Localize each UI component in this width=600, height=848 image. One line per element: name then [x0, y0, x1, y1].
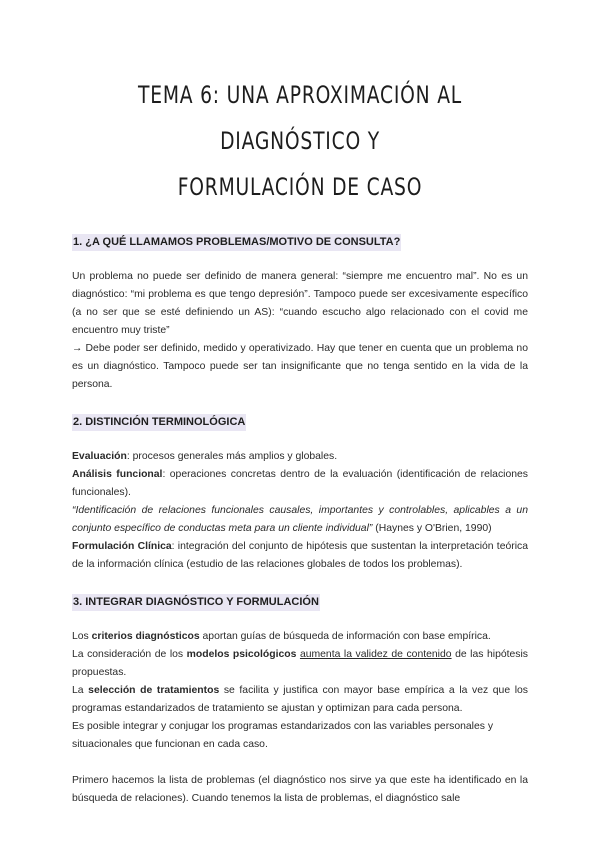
text-span: La consideración de los: [72, 649, 187, 660]
page-title: [122, 0, 478, 210]
quote-text: “Identificación de relaciones funcionales causales, importantes y controlables, aplicables a un conjunto específico de conductas meta para un cliente individual”: [72, 505, 528, 534]
term-evaluacion: Evaluación: [72, 451, 127, 462]
text-span: de las hipótesis propuestas.: [72, 649, 528, 678]
def-evaluacion: : procesos generales más amplios y globales.: [126, 451, 338, 462]
section-3-line-3: [72, 682, 528, 718]
quote-source: (Haynes y O'Brien, 1990): [372, 523, 492, 534]
title-line-1: TEMA 6: UNA APROXIMACIÓN AL DIAGNÓSTICO Y: [138, 81, 462, 155]
text-span: aportan guías de búsqueda de información con base empírica.: [199, 631, 491, 642]
section-3-line-1: [72, 628, 528, 646]
section-1: [72, 232, 528, 251]
term-analisis-funcional: Análisis funcional: [72, 469, 163, 480]
section-3-final-paragraph: Primero hacemos la lista de problemas (el diagnóstico nos sirve ya que este ha identificado en la búsqueda de relaciones). Cuando tenemos la lista de problemas, el diagnóstico sale: [72, 775, 528, 804]
definition-formulacion-clinica: [72, 538, 528, 574]
section-3-line-4: Es posible integrar y conjugar los programas estandarizados con las variables personales y situacionales que funcionan en cada caso.: [72, 721, 494, 750]
section-1-paragraph-2: → Debe poder ser definido, medido y operativizado. Hay que tener en cuenta que un problema no es un diagnóstico. Tampoco puede ser tan insignificante que no tenga sentido en la vida de la persona.: [72, 343, 528, 390]
text-span: Los: [72, 631, 92, 642]
section-1-heading: 1. ¿A QUÉ LLAMAMOS PROBLEMAS/MOTIVO DE CONSULTA?: [72, 234, 401, 251]
section-1-paragraph-1: Un problema no puede ser definido de manera general: “siempre me encuentro mal”. No es un diagnóstico: “mi problema es que tengo depresión”. Tampoco puede ser excesivamente específico (a no ser que se esté definiendo un AS): “cuando escucho algo relacionado con el covid me encuentro muy triste”: [72, 271, 528, 336]
bold-criterios: criterios diagnósticos: [91, 631, 200, 642]
term-formulacion-clinica: Formulación Clínica: [72, 541, 172, 552]
bold-modelos: modelos psicológicos: [186, 649, 297, 660]
section-3-heading: 3. INTEGRAR DIAGNÓSTICO Y FORMULACIÓN: [72, 594, 320, 611]
definition-analisis-funcional: [72, 466, 528, 502]
definition-evaluacion: [72, 448, 528, 466]
bold-seleccion: selección de tratamientos: [88, 685, 220, 696]
section-3: [72, 592, 528, 611]
underlined-validez: aumenta la validez de contenido: [299, 649, 452, 660]
def-formulacion-clinica: : integración del conjunto de hipótesis que sustentan la interpretación teórica de la información clínica (estudio de las relaciones globales de todos los problemas).: [72, 541, 528, 570]
def-analisis-funcional: : operaciones concretas dentro de la evaluación (identificación de relaciones funcionales).: [72, 469, 528, 498]
text-span: se facilita y justifica con mayor base empírica a la vez que los programas estandarizados de tratamiento se ajustan y optimizan para cada persona.: [72, 685, 529, 714]
quote-paragraph: [72, 502, 528, 538]
section-2-heading: 2. DISTINCIÓN TERMINOLÓGICA: [72, 414, 246, 431]
section-3-line-2: [72, 646, 528, 682]
section-2: [72, 412, 528, 431]
text-span: La: [72, 685, 89, 696]
title-line-2: FORMULACIÓN DE CASO: [177, 173, 423, 201]
